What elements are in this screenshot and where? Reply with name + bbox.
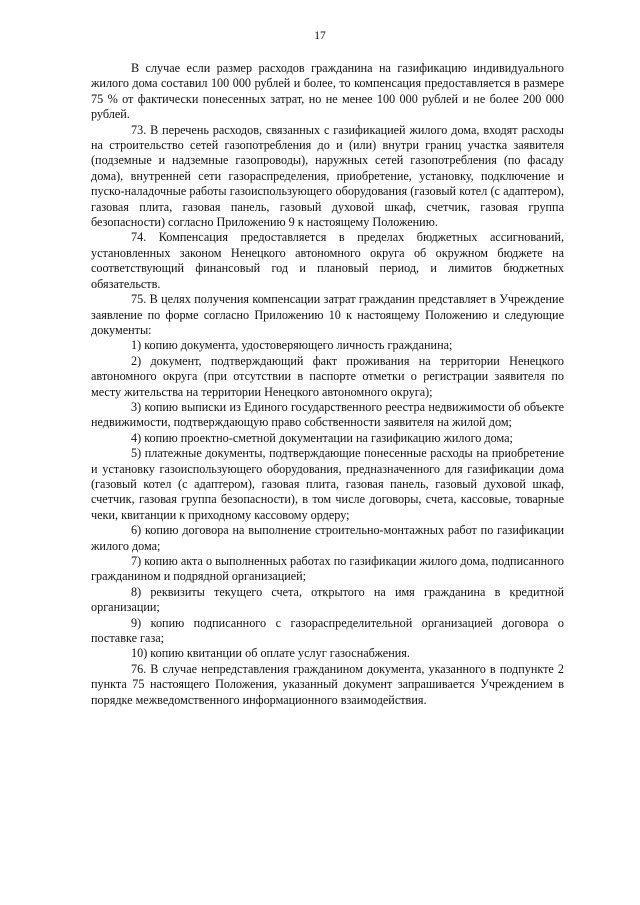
paragraph-76: 76. В случае непредставления гражданином документа, указанного в подпункте 2 пункта 75 настоящего Положения, указанный документ запрашивается Учреждением в порядке межведомственного информационного взаимодействия. [91,661,564,707]
paragraph-73: 73. В перечень расходов, связанных с газификацией жилого дома, входят расходы на строительство сетей газопотребления до и (или) внутри границ участка заявителя (подземные и надземные газопроводы), наружных сетей газопотребления (по фасаду дома), внутренней сети газораспределения, приобретение, установку, подключение и пуско-наладочные работы газоиспользующего оборудования (газовый котел (с адаптером), газовая плита, газовая панель, газовый духовой шкаф, счетчик, газовая группа безопасности) согласно Приложению 9 к настоящему Положению. [91,122,564,230]
list-item-5: 5) платежные документы, подтверждающие понесенные расходы на приобретение и установку газоиспользующего оборудования, предназначенного для газификации дома (газовый котел (с адаптером), газовая плита, газовая панель, газовый духовой шкаф, счетчик, газовая группа безопасности), в том числе договоры, счета, кассовые, товарные чеки, квитанции к приходному кассовому ордеру; [91,446,564,522]
list-item-7: 7) копию акта о выполненных работах по газификации жилого дома, подписанного гражданином и подрядной организацией; [91,554,564,584]
list-item-10: 10) копию квитанции об оплате услуг газоснабжения. [131,646,410,661]
paragraph-75: 75. В целях получения компенсации затрат гражданин представляет в Учреждение заявление по форме согласно Приложению 10 к настоящему Положению и следующие документы: [91,292,564,337]
paragraph-74: 74. Компенсация предоставляется в пределах бюджетных ассигнований, установленных законом Ненецкого автономного округа об окружном бюджете на соответствующий финансовый год и плановый период, и лимитов бюджетных обязательств. [91,230,564,291]
list-item-4: 4) копию проектно-сметной документации на газификацию жилого дома; [131,430,513,445]
list-item-1: 1) копию документа, удостоверяющего личность гражданина; [131,338,453,353]
list-item-3: 3) копию выписки из Единого государственного реестра недвижимости об объекте недвижимости, подтверждающую право собственности заявителя на жилой дом; [91,399,564,430]
paragraph-72-continuation: В случае если размер расходов гражданина на газификацию индивидуального жилого дома составил 100 000 рублей и более, то компенсация предоставляется в размере 75 % от фактически понесенных затрат, но не менее 100 000 рублей и не более 200 000 рублей. [91,61,564,122]
list-item-6: 6) копию договора на выполнение строительно-монтажных работ по газификации жилого дома; [91,523,564,553]
document-body [91,61,564,708]
list-item-8: 8) реквизиты текущего счета, открытого на имя гражданина в кредитной организации; [91,584,564,615]
list-item-2: 2) документ, подтверждающий факт проживания на территории Ненецкого автономного округа (при отсутствии в паспорте отметки о регистрации заявителя по месту жительства на территории Ненецкого автономного округа); [91,353,564,399]
page-number: 17 [314,30,326,42]
list-item-9: 9) копию подписанного с газораспределительной организацией договора о поставке газа; [91,615,564,646]
